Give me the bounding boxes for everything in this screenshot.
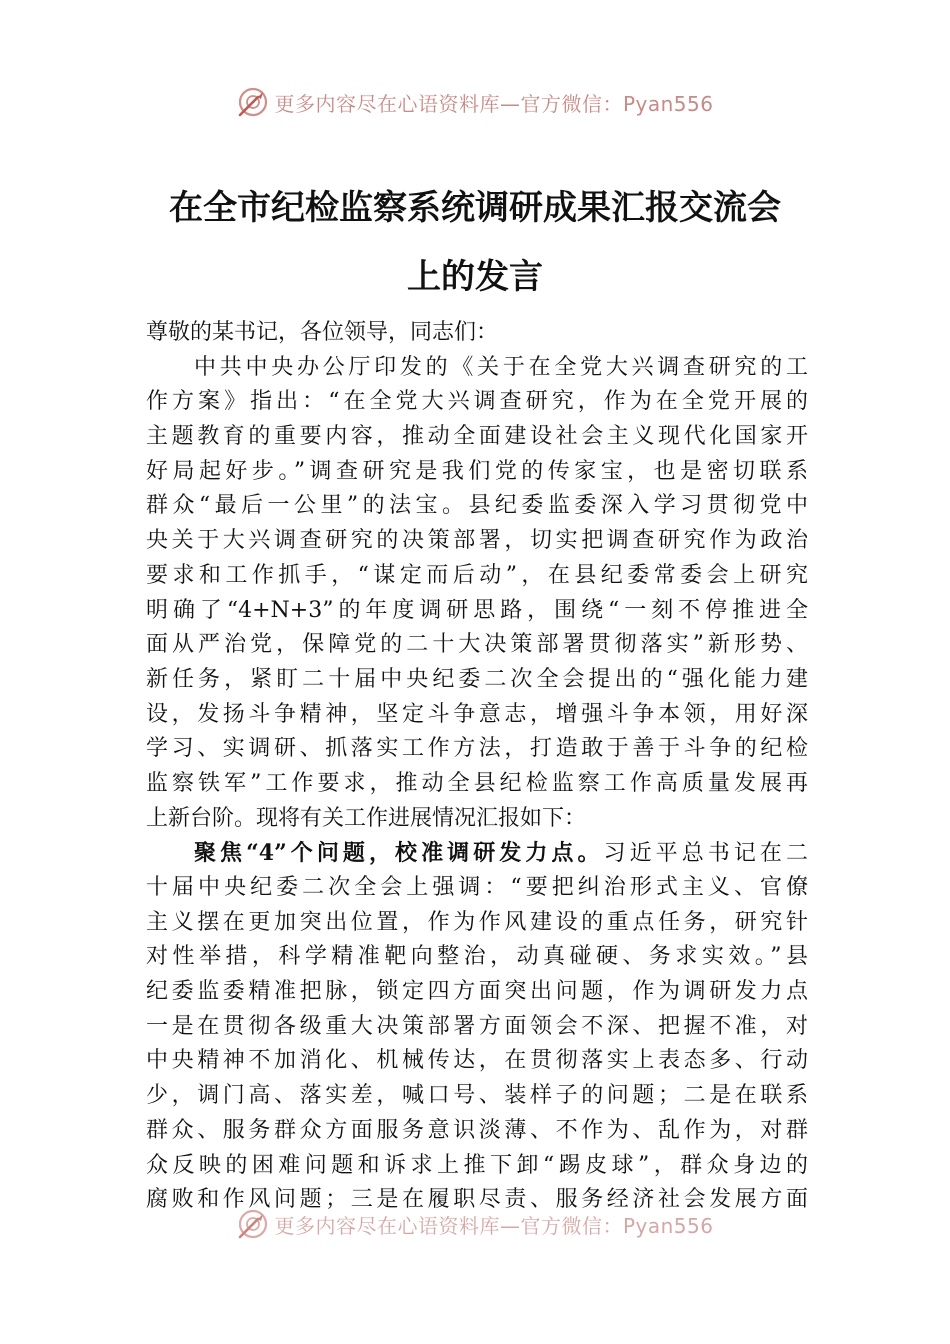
paragraph-line: 监察铁军”工作要求，推动全县纪检监察工作高质量发展再: [146, 770, 808, 796]
paragraph-line: 主题教育的重要内容，推动全面建设社会主义现代化国家开: [146, 424, 808, 450]
paragraph-line: 上新台阶。现将有关工作进展情况汇报如下：: [146, 805, 587, 831]
watermark-text: 更多内容尽在心语资料库—官方微信：Pyan556: [274, 1213, 714, 1238]
salutation: 尊敬的某书记，各位领导，同志们：: [146, 320, 499, 345]
paragraph-line: 少，调门高、落实差，喊口号、装样子的问题；二是在联系: [146, 1083, 808, 1109]
paragraph-line: 央关于大兴调查研究的决策部署，切实把调查研究作为政治: [146, 528, 808, 554]
section-text: 习近平总书记在二: [603, 841, 808, 867]
paragraph-line: 明确了“4+N+3”的年度调研思路，围绕“一刻不停推进全: [146, 597, 808, 623]
paragraph-line: 腐败和作风问题；三是在履职尽责、服务经济社会发展方面: [146, 1187, 808, 1213]
paragraph-line: 面从严治党，保障党的二十大决策部署贯彻落实”新形势、: [146, 632, 808, 658]
document-title-line-2: 上的发言: [407, 257, 543, 297]
watermark-logo-icon: [236, 85, 270, 119]
paragraph-line: 对性举措，科学精准靶向整治，动真碰硬、务求实效。”县: [146, 944, 808, 970]
paragraph-line: 要求和工作抓手，“谋定而后动”，在县纪委常委会上研究: [146, 562, 808, 588]
paragraph-line: 好局起好步。”调查研究是我们党的传家宝，也是密切联系: [146, 458, 808, 484]
watermark-logo-icon: [236, 1207, 270, 1241]
paragraph-line: 群众、服务群众方面服务意识淡薄、不作为、乱作为，对群: [146, 1117, 808, 1143]
document-body: [146, 316, 808, 1218]
paragraph-line: 设，发扬斗争精神，坚定斗争意志，增强斗争本领，用好深: [146, 701, 808, 727]
watermark-text: 更多内容尽在心语资料库—官方微信：Pyan556: [274, 91, 714, 116]
paragraph-line: 众反映的困难问题和诉求上推下卸“踢皮球”，群众身边的: [146, 1152, 808, 1178]
paragraph-line: 中共中央办公厅印发的《关于在全党大兴调查研究的工: [194, 354, 808, 380]
paragraph-line: 十届中央纪委二次全会上强调：“要把纠治形式主义、官僚: [146, 875, 808, 900]
footer-watermark: [0, 1206, 950, 1242]
section-heading-line: [146, 836, 808, 871]
section-heading: 聚焦“4”个问题，校准调研发力点。: [194, 840, 604, 867]
document-title-line-1: 在全市纪检监察系统调研成果汇报交流会: [169, 188, 781, 228]
paragraph-line: 主义摆在更加突出位置，作为作风建设的重点任务，研究针: [146, 909, 808, 935]
paragraph-line: 学习、实调研、抓落实工作方法，打造敢于善于斗争的纪检: [146, 736, 808, 762]
paragraph-line: 一是在贯彻各级重大决策部署方面领会不深、把握不准，对: [146, 1013, 808, 1039]
header-watermark: [0, 84, 950, 120]
paragraph-line: 群众“最后一公里”的法宝。县纪委监委深入学习贯彻党中: [146, 493, 808, 519]
paragraph-line: 中央精神不加消化、机械传达，在贯彻落实上表态多、行动: [146, 1048, 808, 1074]
paragraph-line: 新任务，紧盯二十届中央纪委二次全会提出的“强化能力建: [146, 666, 808, 692]
paragraph-line: 纪委监委精准把脉，锁定四方面突出问题，作为调研发力点: [146, 979, 808, 1005]
paragraph-line: 作方案》指出：“在全党大兴调查研究，作为在全党开展的: [146, 389, 808, 415]
